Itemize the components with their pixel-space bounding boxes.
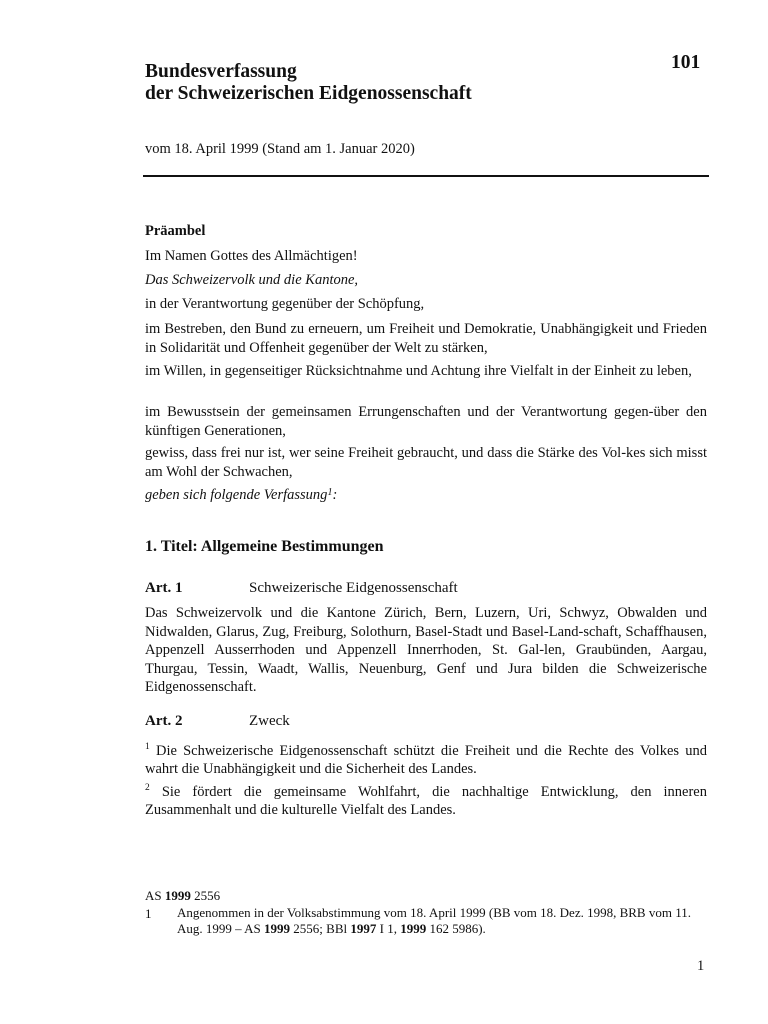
fn-part-b: 2556; BBl (290, 921, 351, 936)
preamble-line-1: Im Namen Gottes des Allmächtigen! (145, 248, 358, 264)
art2-para2-text: Sie fördert die gemeinsame Wohlfahrt, die nachhaltige Entwicklung, den inneren Zusammenhalt und die kulturelle Vielfalt des Landes. (145, 783, 707, 819)
footnote-ref-1[interactable]: 1 (327, 487, 333, 498)
title-line-2: der Schweizerischen Eidgenossenschaft (145, 83, 472, 104)
preamble-line-2: Das Schweizervolk und die Kantone, (145, 272, 359, 288)
art2-para-2 (145, 779, 707, 820)
art2-para2-number: 2 (145, 783, 150, 793)
fn-bold-1: 1999 (264, 921, 291, 936)
preamble-line-3: in der Verantwortung gegenüber der Schöpfung, (145, 296, 425, 312)
page-number: 1 (697, 958, 705, 974)
preamble-line-6: im Bewusstsein der gemeinsamen Errungenschaften und der Verantwortung gegen-über den künftigen Generationen, (145, 404, 707, 439)
preamble-closing: geben sich folgende Verfassung (145, 487, 328, 503)
as-prefix: AS (145, 888, 165, 903)
preamble-line-5: im Willen, in gegenseitiger Rücksichtnahme und Achtung ihre Vielfalt in der Einheit zu leben, (145, 363, 692, 379)
header-rule (143, 175, 709, 177)
art1-text: Das Schweizervolk und die Kantone Zürich, Bern, Luzern, Uri, Schwyz, Obwalden und Nidwalden, Glarus, Zug, Freiburg, Solothurn, Basel-Stadt und Basel-Land-schaft, Schaffhausen, Appenzell Ausserrhoden und Appenzell Innerrhoden, St. Gal-len, Graubünden, Aargau, Thurgau, Tessin, Waadt, Wallis, Neuenburg, Genf und Jura bilden die Schweizerische Eidgenossenschaft. (145, 605, 707, 695)
document-title (145, 61, 472, 105)
titel-heading: 1. Titel: Allgemeine Bestimmungen (145, 538, 384, 555)
fn-bold-3: 1999 (400, 921, 427, 936)
art2-para1-number: 1 (145, 742, 150, 752)
as-reference (145, 888, 220, 904)
art2-para-1 (145, 738, 707, 779)
preamble-line-8 (145, 484, 707, 505)
preamble-heading: Präambel (145, 223, 206, 239)
preamble-colon: : (332, 487, 338, 503)
title-line-1: Bundesverfassung (145, 61, 297, 82)
as-page: 2556 (190, 888, 221, 903)
fn-part-d: 162 5986). (426, 921, 486, 936)
preamble-line-4: im Bestreben, den Bund zu erneuern, um Freiheit und Demokratie, Unabhängigkeit und Frieden in Solidarität und Offenheit gegenüber der Welt zu stärken, (145, 321, 707, 356)
art1-title: Schweizerische Eidgenossenschaft (249, 580, 458, 596)
art1-number: Art. 1 (145, 580, 183, 596)
as-year: 1999 (164, 888, 191, 903)
sr-number: 101 (671, 52, 701, 73)
art2-para1-text: Die Schweizerische Eidgenossenschaft schützt die Freiheit und die Rechte des Volkes und wahrt die Unabhängigkeit und die Sicherheit des Landes. (145, 742, 707, 778)
art2-title: Zweck (249, 713, 290, 729)
art2-number: Art. 2 (145, 713, 183, 729)
preamble-line-7: gewiss, dass frei nur ist, wer seine Freiheit gebraucht, und dass die Stärke des Vol-kes sich misst am Wohl der Schwachen, (145, 445, 707, 480)
fn-part-c: I 1, (376, 921, 401, 936)
fn-part-a: Angenommen in der Volksabstimmung vom 18. April 1999 (BB vom 18. Dez. 1998, BRB vom 11. Aug. 1999 – AS (177, 905, 691, 936)
footnote-number: 1 (145, 906, 152, 921)
footnote-text (177, 905, 697, 937)
date-line: vom 18. April 1999 (Stand am 1. Januar 2020) (145, 141, 415, 157)
fn-bold-2: 1997 (350, 921, 377, 936)
